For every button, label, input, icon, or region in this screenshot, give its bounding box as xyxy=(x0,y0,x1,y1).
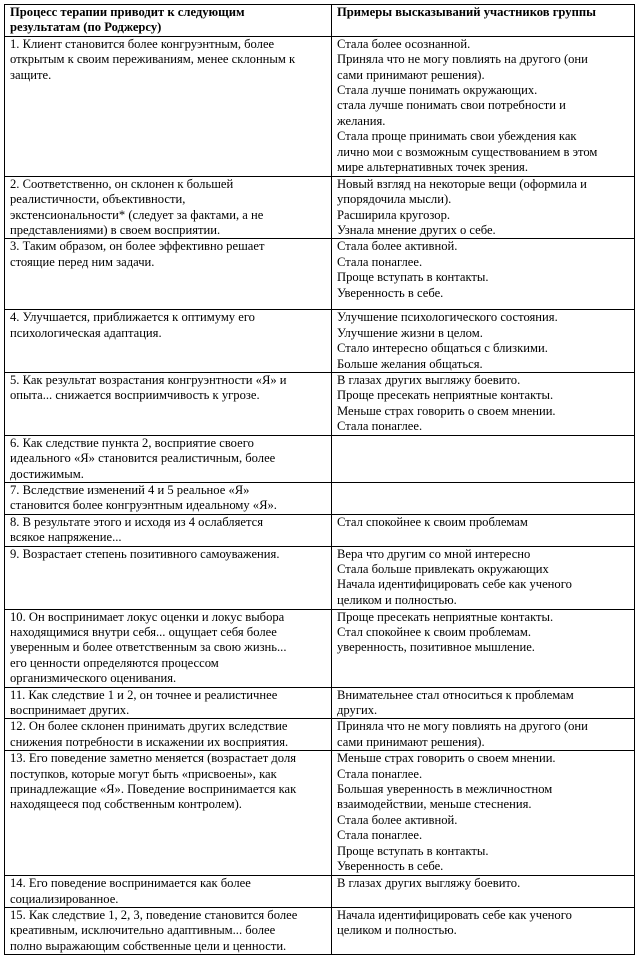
header-line: Процесс терапии приводит к следующим xyxy=(10,5,245,19)
process-result-cell xyxy=(5,435,332,482)
cell-text-line: находящимися внутри себя... ощущает себя более xyxy=(10,624,277,639)
participant-statement-cell xyxy=(332,719,635,751)
cell-text-line: Проще пресекать неприятные контакты. xyxy=(337,388,554,403)
cell-text-line: Стала лучше понимать окружающих. xyxy=(337,83,538,98)
header-row xyxy=(5,5,635,37)
cell-text-line: Уверенность в себе. xyxy=(337,859,444,874)
cell-text-line: опыта... снижается восприимчивость к угрозе. xyxy=(10,388,260,403)
cell-text-line: реалистичности, объективности, xyxy=(10,192,186,207)
cell-text-line: уверенность, позитивное мышление. xyxy=(337,640,535,655)
process-result-cell xyxy=(5,373,332,436)
process-result-cell xyxy=(5,239,332,310)
cell-text-line: креативным, исключительно адаптивным... более xyxy=(10,923,276,938)
cell-text-line: находящееся под собственным контролем). xyxy=(10,797,242,812)
cell-text-line: 4. Улучшается, приближается к оптимуму его xyxy=(10,310,255,325)
cell-text-line: представлениями) в своем восприятии. xyxy=(10,223,221,238)
table-row xyxy=(5,908,635,955)
table-row xyxy=(5,310,635,373)
cell-text-line: целиком и полностью. xyxy=(337,592,457,607)
cell-text-line: 11. Как следствие 1 и 2, он точнее и реалистичнее xyxy=(10,687,278,702)
participant-statement-cell xyxy=(332,435,635,482)
table-row xyxy=(5,546,635,609)
cell-text-line: 1. Клиент становится более конгруэнтным, более xyxy=(10,36,275,51)
cell-text-line: открытым к своим переживаниям, менее склонным к xyxy=(10,52,296,67)
table-row xyxy=(5,435,635,482)
cell-text-line: принадлежащие «Я». Поведение воспринимается как xyxy=(10,782,297,796)
cell-text-line: 8. В результате этого и исходя из 4 ослабляется xyxy=(10,514,264,529)
participant-statement-cell xyxy=(332,687,635,719)
therapy-results-table xyxy=(4,4,635,955)
table-row xyxy=(5,176,635,239)
cell-text-line: психологическая адаптация. xyxy=(10,325,162,340)
participant-statement-cell xyxy=(332,239,635,310)
cell-text-line: Больше желания общаться. xyxy=(337,356,483,371)
participant-statement-cell xyxy=(332,876,635,908)
cell-text-line: воспринимает других. xyxy=(10,702,130,717)
cell-text-line: Стал спокойнее к своим проблемам xyxy=(337,514,528,529)
process-result-cell xyxy=(5,482,332,514)
cell-text-line: уверенным и более ответственным за свою жизнь... xyxy=(10,640,287,655)
cell-text-line: экстенсиональности* (следует за фактами, а не xyxy=(10,207,264,222)
process-result-cell xyxy=(5,687,332,719)
cell-text-line: Внимательнее стал относиться к проблемам xyxy=(337,687,574,702)
cell-text-line: упорядочила мысли). xyxy=(337,192,452,207)
cell-text-line: Проще вступать в контакты. xyxy=(337,843,489,858)
participant-statement-cell xyxy=(332,482,635,514)
cell-text-line: Начала идентифицировать себе как ученого xyxy=(337,577,572,592)
cell-text-line: 15. Как следствие 1, 2, 3, поведение становится более xyxy=(10,908,298,922)
cell-text-line: Стала понаглее. xyxy=(337,828,423,843)
table-row xyxy=(5,482,635,514)
cell-text-line: 6. Как следствие пункта 2, восприятие своего xyxy=(10,435,254,450)
cell-text-line: Стала понаглее. xyxy=(337,254,423,269)
process-result-cell xyxy=(5,514,332,546)
cell-text-line: его ценности определяются процессом xyxy=(10,655,219,670)
cell-text-line: защите. xyxy=(10,67,52,82)
header-process-results xyxy=(5,5,332,37)
cell-text-line: других. xyxy=(337,702,378,717)
process-result-cell xyxy=(5,719,332,751)
cell-text-line: 14. Его поведение воспринимается как более xyxy=(10,876,251,891)
cell-text-line: стоящие перед ним задачи. xyxy=(10,254,155,269)
cell-text-line: Проще вступать в контакты. xyxy=(337,270,489,285)
participant-statement-cell xyxy=(332,751,635,876)
cell-text-line: социализированное. xyxy=(10,891,119,906)
cell-text-line: Меньше страх говорить о своем мнении. xyxy=(337,403,556,418)
cell-text-line: сами принимают решения). xyxy=(337,734,485,749)
cell-text-line: Стало интересно общаться с близкими. xyxy=(337,341,548,356)
table-body xyxy=(5,36,635,954)
cell-text-line: Новый взгляд на некоторые вещи (оформила и xyxy=(337,176,587,191)
cell-text-line: Стала проще принимать свои убеждения как xyxy=(337,129,577,144)
cell-text-line: Большая уверенность в межличностном xyxy=(337,782,553,796)
participant-statement-cell xyxy=(332,609,635,687)
cell-text-line: 2. Соответственно, он склонен к большей xyxy=(10,176,234,191)
cell-text-line: Улучшение жизни в целом. xyxy=(337,325,483,340)
process-result-cell xyxy=(5,908,332,955)
cell-text-line: 7. Вследствие изменений 4 и 5 реальное «Я» xyxy=(10,482,250,497)
cell-text-line: Стала понаглее. xyxy=(337,766,423,781)
document-page xyxy=(4,4,634,955)
cell-text-line: Стала более активной. xyxy=(337,812,458,827)
cell-text-line: всякое напряжение... xyxy=(10,530,122,545)
cell-text-line: Расширила кругозор. xyxy=(337,207,451,222)
participant-statement-cell xyxy=(332,176,635,239)
header-line: результатам (по Роджерсу) xyxy=(10,20,162,35)
process-result-cell xyxy=(5,751,332,876)
cell-text-line: лично мои с возможным существованием в этом xyxy=(337,144,598,159)
process-result-cell xyxy=(5,176,332,239)
cell-text-line: взаимодействии, меньше стеснения. xyxy=(337,797,532,812)
cell-text-line: поступков, которые могут быть «присвоены», как xyxy=(10,766,277,781)
cell-text-line: Стала более активной. xyxy=(337,239,458,254)
cell-text-line: Меньше страх говорить о своем мнении. xyxy=(337,751,556,766)
cell-text-line: стала лучше понимать свои потребности и xyxy=(337,98,566,113)
cell-text-line: достижимым. xyxy=(10,466,84,481)
participant-statement-cell xyxy=(332,514,635,546)
header-participant-examples xyxy=(332,5,635,37)
cell-text-line: мире альтернативных точек зрения. xyxy=(337,160,529,175)
cell-text-line: полно выражающим собственные цели и ценности. xyxy=(10,938,287,953)
process-result-cell xyxy=(5,876,332,908)
table-row xyxy=(5,687,635,719)
cell-text-line: Узнала мнение других о себе. xyxy=(337,223,496,238)
participant-statement-cell xyxy=(332,546,635,609)
table-row xyxy=(5,609,635,687)
table-row xyxy=(5,719,635,751)
process-result-cell xyxy=(5,310,332,373)
cell-text-line: 12. Он более склонен принимать других вследствие xyxy=(10,719,288,734)
process-result-cell xyxy=(5,36,332,176)
cell-text-line: организмического оценивания. xyxy=(10,671,177,686)
cell-text-line: Стала больше привлекать окружающих xyxy=(337,561,549,576)
table-row xyxy=(5,751,635,876)
cell-text-line: Приняла что не могу повлиять на другого (они xyxy=(337,719,588,734)
cell-text-line: Уверенность в себе. xyxy=(337,285,444,300)
participant-statement-cell xyxy=(332,373,635,436)
table-row xyxy=(5,36,635,176)
table-row xyxy=(5,514,635,546)
cell-text-line: идеального «Я» становится реалистичным, более xyxy=(10,451,276,466)
participant-statement-cell xyxy=(332,908,635,955)
header-line: Примеры высказываний участников группы xyxy=(337,5,596,19)
cell-text-line: 10. Он воспринимает локус оценки и локус выбора xyxy=(10,609,285,624)
cell-text-line: 13. Его поведение заметно меняется (возрастает доля xyxy=(10,751,297,766)
cell-text-line: В глазах других выгляжу боевито. xyxy=(337,373,521,388)
cell-text-line: сами принимают решения). xyxy=(337,67,485,82)
table-row xyxy=(5,373,635,436)
participant-statement-cell xyxy=(332,36,635,176)
cell-text-line: становится более конгруэнтным идеальному «Я». xyxy=(10,498,277,513)
process-result-cell xyxy=(5,546,332,609)
table-row xyxy=(5,876,635,908)
cell-text-line: целиком и полностью. xyxy=(337,923,457,938)
participant-statement-cell xyxy=(332,310,635,373)
cell-text-line: В глазах других выгляжу боевито. xyxy=(337,876,521,891)
cell-text-line: Вера что другим со мной интересно xyxy=(337,546,531,561)
cell-text-line: Стал спокойнее к своим проблемам. xyxy=(337,624,531,639)
cell-text-line: Улучшение психологического состояния. xyxy=(337,310,558,325)
process-result-cell xyxy=(5,609,332,687)
cell-text-line: Стала понаглее. xyxy=(337,419,423,434)
cell-text-line: Начала идентифицировать себе как ученого xyxy=(337,908,572,922)
table-row xyxy=(5,239,635,310)
cell-text-line: 5. Как результат возрастания конгруэнтности «Я» и xyxy=(10,373,287,388)
cell-text-line: 9. Возрастает степень позитивного самоуважения. xyxy=(10,546,280,561)
cell-text-line: Стала более осознанной. xyxy=(337,36,471,51)
cell-text-line: 3. Таким образом, он более эффективно решает xyxy=(10,239,265,254)
cell-text-line: снижения потребности в искажении их восприятия. xyxy=(10,734,289,749)
cell-text-line: Проще пресекать неприятные контакты. xyxy=(337,609,554,624)
cell-text-line: Приняла что не могу повлиять на другого (они xyxy=(337,52,588,67)
cell-text-line: желания. xyxy=(337,113,386,128)
